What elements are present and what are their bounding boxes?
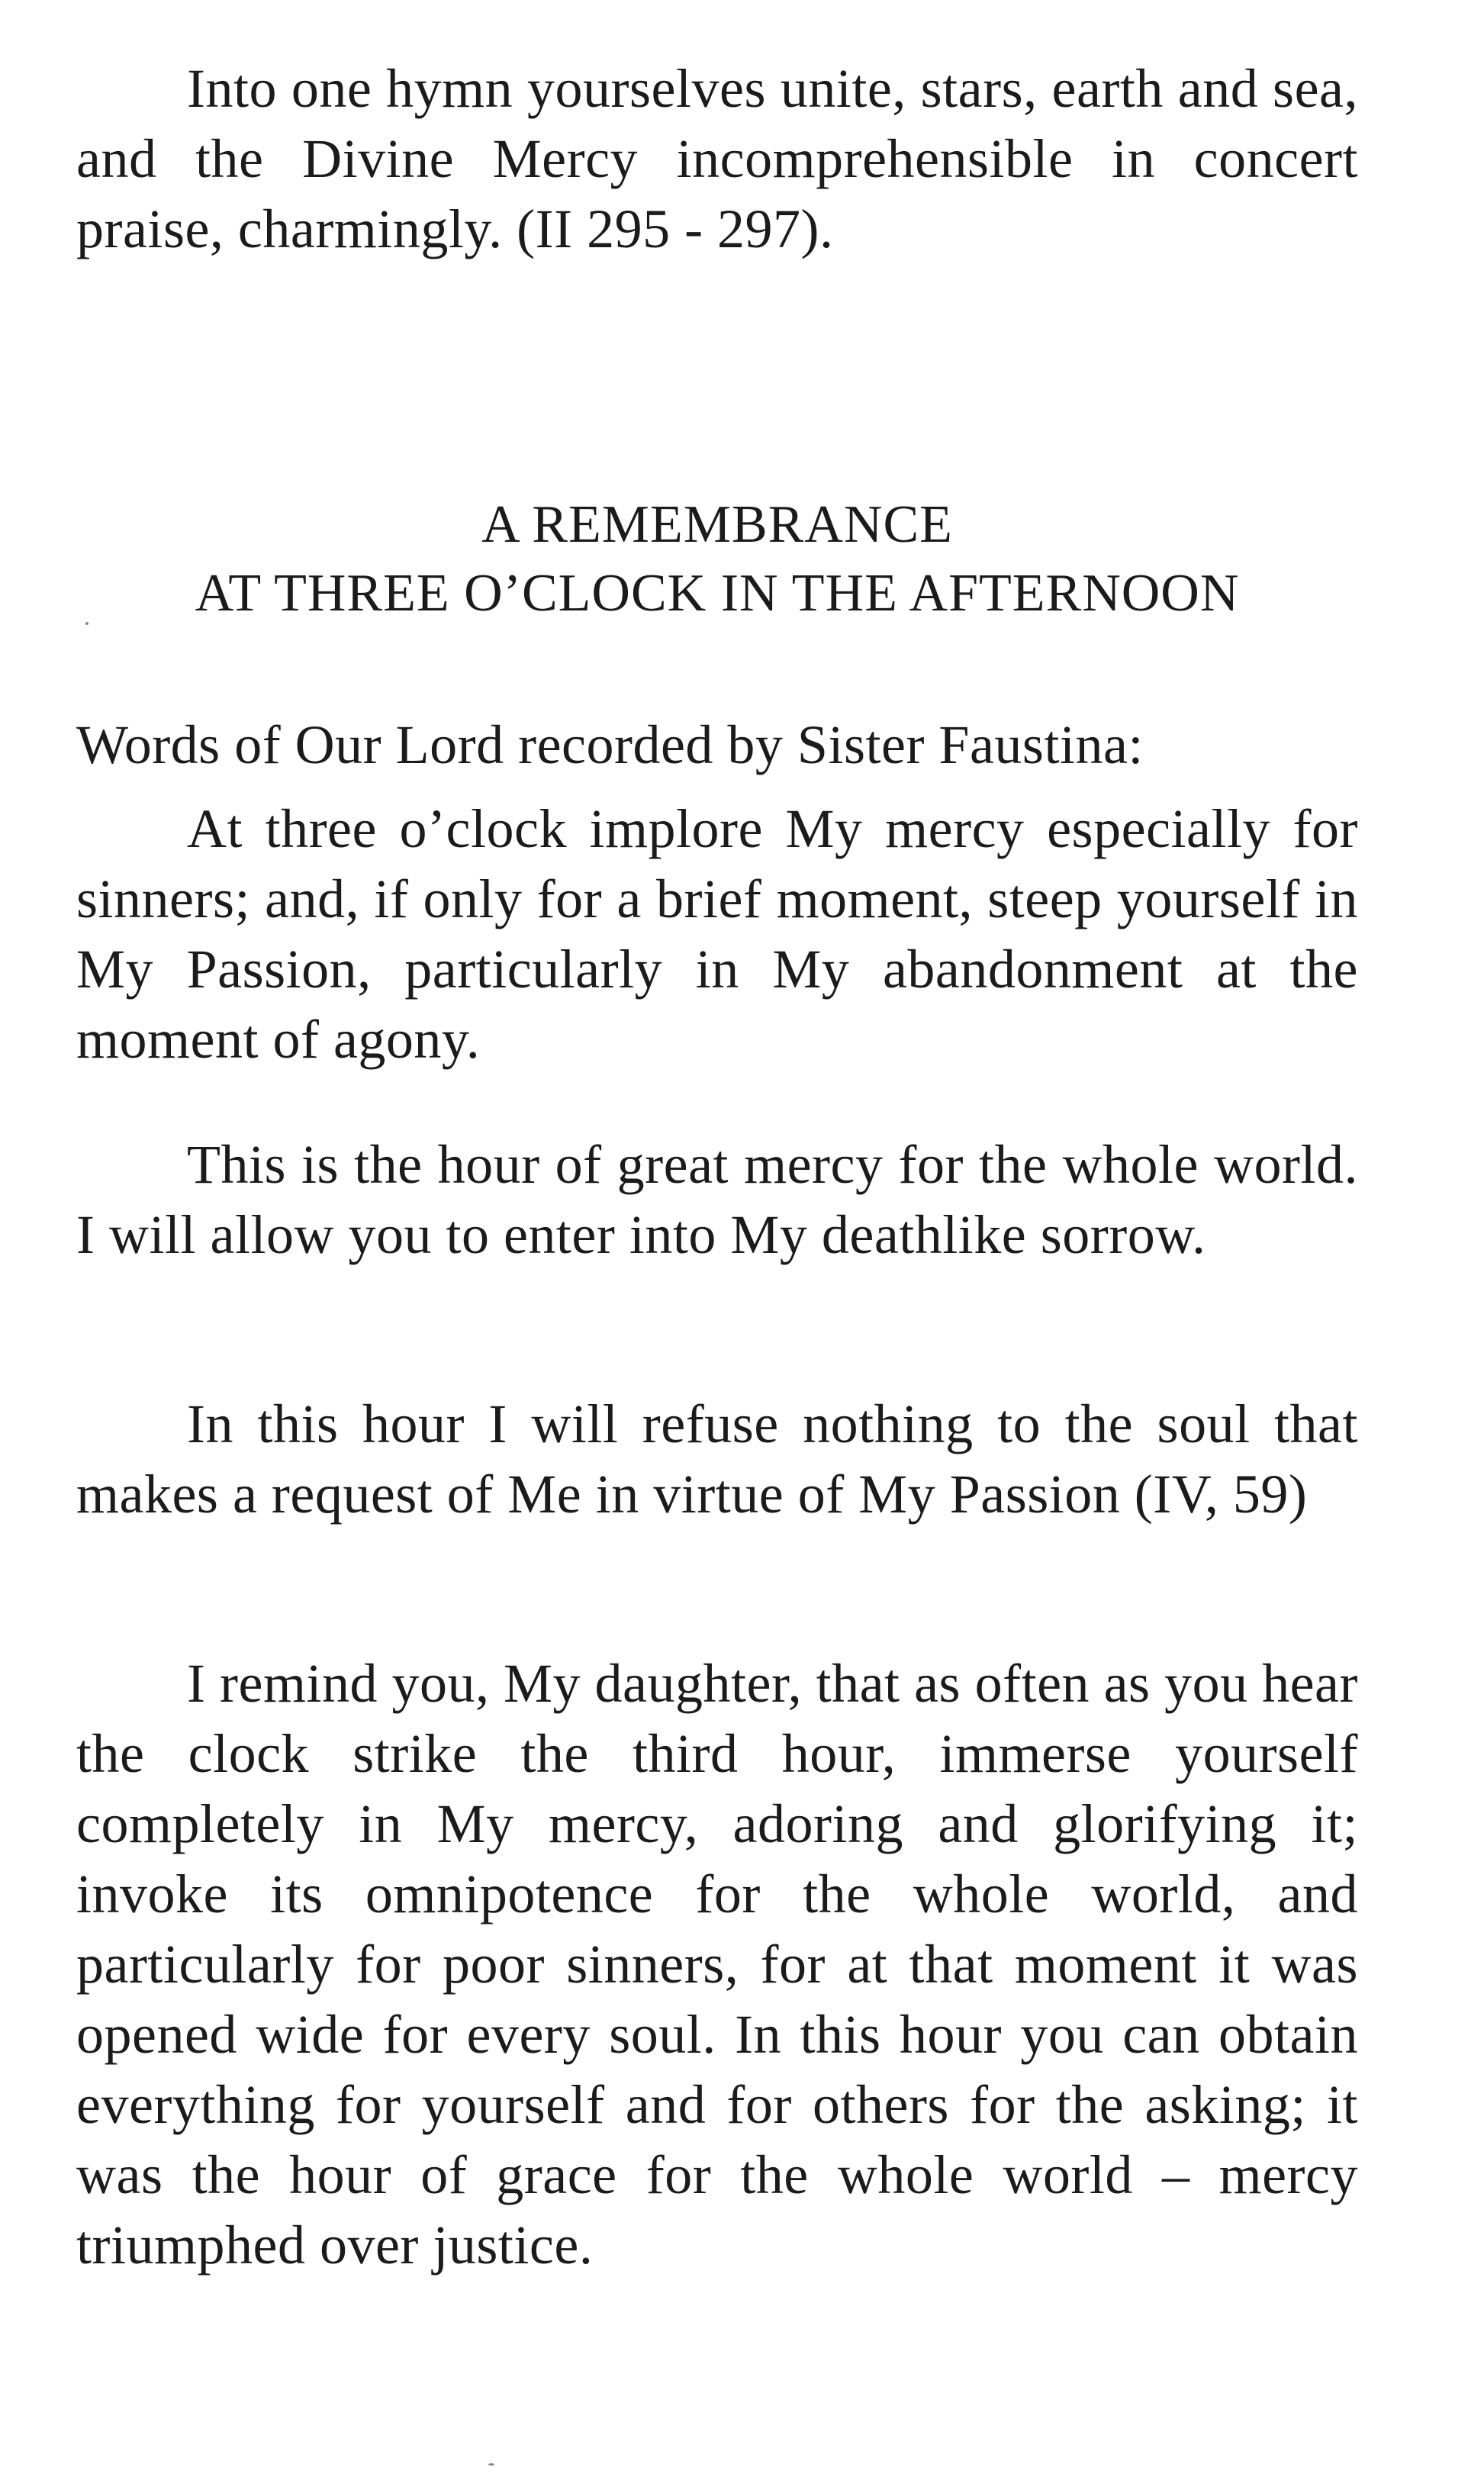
- scan-speck: [488, 2463, 494, 2466]
- section-heading-line-1: A REMEMBRANCE: [481, 495, 953, 554]
- closing-hymn-paragraph: Into one hymn yourselves unite, stars, earth and sea, and the Divine Mercy incomprehensible in concert praise, charmingly. (II 295 - 297).: [76, 58, 1358, 259]
- scan-speck: [85, 622, 89, 625]
- quote-paragraph-remind-you: I remind you, My daughter, that as often as you hear the clock strike the third hour, immerse yourself completely in My mercy, adoring and glorifying it; invoke its omnipotence for the whole world, and particularly for poor sinners, for at that moment it was opened wide for every soul. In this hour you can obtain everything for yourself and for others for the asking; it was the hour of grace for the whole world – mercy triumphed over justice.: [76, 1653, 1358, 2276]
- quote-paragraph-three-oclock: At three o’clock implore My mercy especially for sinners; and, if only for a brief moment, steep yourself in My Passion, particularly in My abandonment at the moment of agony.: [76, 798, 1358, 1070]
- quote-paragraph-refuse-nothing: In this hour I will refuse nothing to the soul that makes a request of Me in virtue of My Passion (IV, 59): [76, 1393, 1358, 1525]
- quote-paragraph-hour-of-mercy: This is the hour of great mercy for the whole world. I will allow you to enter into My deathlike sorrow.: [76, 1134, 1358, 1265]
- intro-line: Words of Our Lord recorded by Sister Faustina:: [76, 714, 1144, 775]
- section-heading-line-2: AT THREE O’CLOCK IN THE AFTERNOON: [195, 564, 1240, 623]
